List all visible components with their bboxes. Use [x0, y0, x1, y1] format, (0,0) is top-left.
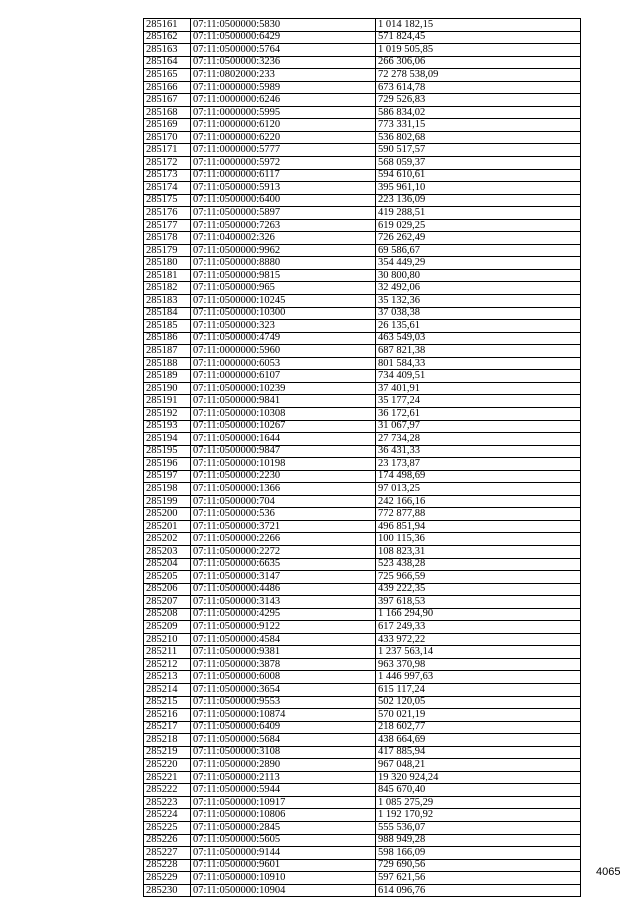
- table-row: [144, 169, 581, 182]
- row-number-cell: 285179: [144, 244, 191, 257]
- row-number-cell: 285181: [144, 269, 191, 282]
- cadastral-value-cell: 1 237 563,14: [376, 646, 581, 659]
- table-row: [144, 621, 581, 634]
- table-row: [144, 671, 581, 684]
- row-number-cell: 285166: [144, 81, 191, 94]
- row-number-cell: 285209: [144, 621, 191, 634]
- cadastral-number-cell: 07:11:0500000:4295: [191, 608, 376, 621]
- row-number-cell: 285164: [144, 56, 191, 69]
- cadastral-value-cell: 26 135,61: [376, 320, 581, 333]
- row-number-cell: 285202: [144, 533, 191, 546]
- row-number-cell: 285170: [144, 131, 191, 144]
- table-row: [144, 395, 581, 408]
- cadastral-number-cell: 07:11:0500000:3147: [191, 571, 376, 584]
- table-row: [144, 119, 581, 132]
- cadastral-value-cell: 536 802,68: [376, 131, 581, 144]
- cadastral-value-cell: 36 172,61: [376, 407, 581, 420]
- table-row: [144, 56, 581, 69]
- table-row: [144, 131, 581, 144]
- row-number-cell: 285176: [144, 207, 191, 220]
- row-number-cell: 285177: [144, 219, 191, 232]
- table-row: [144, 370, 581, 383]
- table-row: [144, 420, 581, 433]
- cadastral-number-cell: 07:11:0500000:10267: [191, 420, 376, 433]
- cadastral-value-cell: 845 670,40: [376, 784, 581, 797]
- table-row: [144, 232, 581, 245]
- cadastral-number-cell: 07:11:0500000:3143: [191, 596, 376, 609]
- table-row: [144, 407, 581, 420]
- row-number-cell: 285188: [144, 357, 191, 370]
- table-row: [144, 822, 581, 835]
- cadastral-value-cell: 988 949,28: [376, 834, 581, 847]
- table-row: [144, 207, 581, 220]
- cadastral-number-cell: 07:11:0500000:5830: [191, 19, 376, 32]
- cadastral-value-cell: 438 664,69: [376, 734, 581, 747]
- cadastral-value-cell: 1 014 182,15: [376, 19, 581, 32]
- cadastral-value-cell: 614 096,76: [376, 884, 581, 897]
- row-number-cell: 285175: [144, 194, 191, 207]
- table-row: [144, 571, 581, 584]
- cadastral-number-cell: 07:11:0500000:8880: [191, 257, 376, 270]
- cadastral-number-cell: 07:11:0400002:326: [191, 232, 376, 245]
- row-number-cell: 285213: [144, 671, 191, 684]
- cadastral-number-cell: 07:11:0000000:6246: [191, 94, 376, 107]
- cadastral-number-cell: 07:11:0500000:6008: [191, 671, 376, 684]
- cadastral-number-cell: 07:11:0500000:10245: [191, 295, 376, 308]
- table-row: [144, 558, 581, 571]
- row-number-cell: 285161: [144, 19, 191, 32]
- table-row: [144, 357, 581, 370]
- table-row: [144, 771, 581, 784]
- table-row: [144, 696, 581, 709]
- cadastral-value-cell: 419 288,51: [376, 207, 581, 220]
- row-number-cell: 285172: [144, 157, 191, 170]
- table-row: [144, 144, 581, 157]
- table-row: [144, 157, 581, 170]
- cadastral-value-cell: 108 823,31: [376, 545, 581, 558]
- cadastral-number-cell: 07:11:0500000:3108: [191, 746, 376, 759]
- cadastral-number-cell: 07:11:0500000:10917: [191, 796, 376, 809]
- row-number-cell: 285230: [144, 884, 191, 897]
- table-row: [144, 646, 581, 659]
- row-number-cell: 285192: [144, 407, 191, 420]
- table-row: [144, 31, 581, 44]
- table-row: [144, 759, 581, 772]
- cadastral-value-cell: 174 498,69: [376, 470, 581, 483]
- cadastral-value-cell: 673 614,78: [376, 81, 581, 94]
- cadastral-value-cell: 439 222,35: [376, 583, 581, 596]
- cadastral-value-cell: 1 019 505,85: [376, 44, 581, 57]
- table-row: [144, 69, 581, 82]
- table-row: [144, 81, 581, 94]
- cadastral-number-cell: 07:11:0000000:5960: [191, 345, 376, 358]
- cadastral-value-cell: 31 067,97: [376, 420, 581, 433]
- page-number: 4065: [596, 866, 621, 878]
- row-number-cell: 285182: [144, 282, 191, 295]
- table-row: [144, 194, 581, 207]
- table-row: [144, 219, 581, 232]
- row-number-cell: 285212: [144, 658, 191, 671]
- row-number-cell: 285227: [144, 847, 191, 860]
- row-number-cell: 285205: [144, 571, 191, 584]
- cadastral-number-cell: 07:11:0500000:323: [191, 320, 376, 333]
- cadastral-number-cell: 07:11:0500000:6635: [191, 558, 376, 571]
- table-row: [144, 583, 581, 596]
- table-row: [144, 796, 581, 809]
- cadastral-value-cell: 773 331,15: [376, 119, 581, 132]
- row-number-cell: 285196: [144, 458, 191, 471]
- cadastral-value-cell: 523 438,28: [376, 558, 581, 571]
- row-number-cell: 285190: [144, 382, 191, 395]
- row-number-cell: 285228: [144, 859, 191, 872]
- table-row: [144, 382, 581, 395]
- cadastral-value-cell: 619 029,25: [376, 219, 581, 232]
- table-row: [144, 269, 581, 282]
- table-row: [144, 106, 581, 119]
- table-body: [144, 19, 581, 897]
- row-number-cell: 285162: [144, 31, 191, 44]
- table-row: [144, 458, 581, 471]
- cadastral-number-cell: 07:11:0500000:5684: [191, 734, 376, 747]
- cadastral-number-cell: 07:11:0000000:5972: [191, 157, 376, 170]
- row-number-cell: 285173: [144, 169, 191, 182]
- cadastral-value-cell: 1 085 275,29: [376, 796, 581, 809]
- row-number-cell: 285167: [144, 94, 191, 107]
- table-row: [144, 884, 581, 897]
- cadastral-value-cell: 27 734,28: [376, 433, 581, 446]
- table-row: [144, 721, 581, 734]
- cadastral-number-cell: 07:11:0500000:2266: [191, 533, 376, 546]
- cadastral-number-cell: 07:11:0500000:10806: [191, 809, 376, 822]
- cadastral-number-cell: 07:11:0500000:7263: [191, 219, 376, 232]
- cadastral-value-cell: 218 602,77: [376, 721, 581, 734]
- cadastral-value-cell: 266 306,06: [376, 56, 581, 69]
- cadastral-number-cell: 07:11:0500000:9815: [191, 269, 376, 282]
- row-number-cell: 285183: [144, 295, 191, 308]
- cadastral-value-cell: 967 048,21: [376, 759, 581, 772]
- cadastral-number-cell: 07:11:0500000:9381: [191, 646, 376, 659]
- cadastral-value-cell: 725 966,59: [376, 571, 581, 584]
- cadastral-number-cell: 07:11:0000000:6220: [191, 131, 376, 144]
- cadastral-number-cell: 07:11:0802000:233: [191, 69, 376, 82]
- cadastral-number-cell: 07:11:0500000:6409: [191, 721, 376, 734]
- cadastral-number-cell: 07:11:0500000:5764: [191, 44, 376, 57]
- table-row: [144, 345, 581, 358]
- cadastral-value-cell: 69 586,67: [376, 244, 581, 257]
- cadastral-value-cell: 354 449,29: [376, 257, 581, 270]
- row-number-cell: 285218: [144, 734, 191, 747]
- cadastral-value-cell: 19 320 924,24: [376, 771, 581, 784]
- cadastral-value-cell: 1 192 170,92: [376, 809, 581, 822]
- cadastral-value-cell: 568 059,37: [376, 157, 581, 170]
- row-number-cell: 285217: [144, 721, 191, 734]
- cadastral-value-cell: 417 885,94: [376, 746, 581, 759]
- cadastral-number-cell: 07:11:0500000:536: [191, 508, 376, 521]
- row-number-cell: 285186: [144, 332, 191, 345]
- row-number-cell: 285200: [144, 508, 191, 521]
- cadastral-number-cell: 07:11:0500000:4749: [191, 332, 376, 345]
- row-number-cell: 285210: [144, 633, 191, 646]
- cadastral-value-cell: 729 690,56: [376, 859, 581, 872]
- cadastral-value-cell: 30 800,80: [376, 269, 581, 282]
- cadastral-value-cell: 100 115,36: [376, 533, 581, 546]
- cadastral-number-cell: 07:11:0500000:1366: [191, 483, 376, 496]
- cadastral-number-cell: 07:11:0500000:5897: [191, 207, 376, 220]
- cadastral-number-cell: 07:11:0500000:2230: [191, 470, 376, 483]
- row-number-cell: 285163: [144, 44, 191, 57]
- row-number-cell: 285214: [144, 683, 191, 696]
- table-row: [144, 508, 581, 521]
- cadastral-number-cell: 07:11:0500000:10239: [191, 382, 376, 395]
- cadastral-value-cell: 687 821,38: [376, 345, 581, 358]
- cadastral-number-cell: 07:11:0500000:3236: [191, 56, 376, 69]
- table-row: [144, 445, 581, 458]
- cadastral-number-cell: 07:11:0500000:10910: [191, 872, 376, 885]
- row-number-cell: 285220: [144, 759, 191, 772]
- cadastral-value-cell: 594 610,61: [376, 169, 581, 182]
- cadastral-number-cell: 07:11:0500000:704: [191, 495, 376, 508]
- cadastral-number-cell: 07:11:0500000:9841: [191, 395, 376, 408]
- cadastral-number-cell: 07:11:0500000:9122: [191, 621, 376, 634]
- table-row: [144, 182, 581, 195]
- row-number-cell: 285222: [144, 784, 191, 797]
- cadastral-number-cell: 07:11:0500000:2890: [191, 759, 376, 772]
- cadastral-value-cell: 734 409,51: [376, 370, 581, 383]
- cadastral-number-cell: 07:11:0000000:6117: [191, 169, 376, 182]
- table-row: [144, 683, 581, 696]
- cadastral-value-cell: 729 526,83: [376, 94, 581, 107]
- table-row: [144, 734, 581, 747]
- row-number-cell: 285189: [144, 370, 191, 383]
- row-number-cell: 285168: [144, 106, 191, 119]
- table-row: [144, 809, 581, 822]
- row-number-cell: 285185: [144, 320, 191, 333]
- cadastral-value-cell: 1 166 294,90: [376, 608, 581, 621]
- table-row: [144, 709, 581, 722]
- cadastral-number-cell: 07:11:0500000:3721: [191, 520, 376, 533]
- cadastral-number-cell: 07:11:0500000:965: [191, 282, 376, 295]
- cadastral-number-cell: 07:11:0500000:3654: [191, 683, 376, 696]
- cadastral-number-cell: 07:11:0500000:2845: [191, 822, 376, 835]
- cadastral-value-cell: 97 013,25: [376, 483, 581, 496]
- cadastral-value-cell: 570 021,19: [376, 709, 581, 722]
- cadastral-number-cell: 07:11:0500000:9962: [191, 244, 376, 257]
- row-number-cell: 285199: [144, 495, 191, 508]
- cadastral-number-cell: 07:11:0500000:10198: [191, 458, 376, 471]
- row-number-cell: 285195: [144, 445, 191, 458]
- table-row: [144, 332, 581, 345]
- cadastral-number-cell: 07:11:0000000:6053: [191, 357, 376, 370]
- cadastral-value-cell: 1 446 997,63: [376, 671, 581, 684]
- row-number-cell: 285171: [144, 144, 191, 157]
- table-row: [144, 596, 581, 609]
- cadastral-number-cell: 07:11:0500000:5605: [191, 834, 376, 847]
- cadastral-value-cell: 801 584,33: [376, 357, 581, 370]
- table-row: [144, 533, 581, 546]
- row-number-cell: 285187: [144, 345, 191, 358]
- cadastral-value-cell: 395 961,10: [376, 182, 581, 195]
- table-row: [144, 784, 581, 797]
- row-number-cell: 285226: [144, 834, 191, 847]
- cadastral-number-cell: 07:11:0500000:6400: [191, 194, 376, 207]
- cadastral-value-cell: 397 618,53: [376, 596, 581, 609]
- row-number-cell: 285184: [144, 307, 191, 320]
- cadastral-number-cell: 07:11:0500000:9601: [191, 859, 376, 872]
- table-row: [144, 658, 581, 671]
- table-row: [144, 872, 581, 885]
- table-row: [144, 295, 581, 308]
- cadastral-number-cell: 07:11:0000000:6107: [191, 370, 376, 383]
- cadastral-number-cell: 07:11:0500000:5913: [191, 182, 376, 195]
- cadastral-number-cell: 07:11:0500000:2113: [191, 771, 376, 784]
- cadastral-number-cell: 07:11:0000000:5777: [191, 144, 376, 157]
- row-number-cell: 285169: [144, 119, 191, 132]
- cadastral-number-cell: 07:11:0500000:6429: [191, 31, 376, 44]
- row-number-cell: 285203: [144, 545, 191, 558]
- cadastral-value-cell: 37 401,91: [376, 382, 581, 395]
- row-number-cell: 285201: [144, 520, 191, 533]
- cadastral-value-cell: 23 173,87: [376, 458, 581, 471]
- table-row: [144, 433, 581, 446]
- table-row: [144, 44, 581, 57]
- cadastral-number-cell: 07:11:0000000:5995: [191, 106, 376, 119]
- cadastral-value-cell: 223 136,09: [376, 194, 581, 207]
- row-number-cell: 285219: [144, 746, 191, 759]
- cadastral-value-cell: 586 834,02: [376, 106, 581, 119]
- cadastral-value-cell: 72 278 538,09: [376, 69, 581, 82]
- cadastral-number-cell: 07:11:0500000:4584: [191, 633, 376, 646]
- cadastral-value-cell: 36 431,33: [376, 445, 581, 458]
- row-number-cell: 285229: [144, 872, 191, 885]
- row-number-cell: 285211: [144, 646, 191, 659]
- cadastral-number-cell: 07:11:0500000:9847: [191, 445, 376, 458]
- table-row: [144, 470, 581, 483]
- cadastral-value-cell: 597 621,56: [376, 872, 581, 885]
- table-row: [144, 257, 581, 270]
- table-row: [144, 244, 581, 257]
- cadastral-value-cell: 242 166,16: [376, 495, 581, 508]
- cadastral-value-cell: 433 972,22: [376, 633, 581, 646]
- row-number-cell: 285193: [144, 420, 191, 433]
- cadastral-value-cell: 590 517,57: [376, 144, 581, 157]
- row-number-cell: 285207: [144, 596, 191, 609]
- cadastral-value-cell: 463 549,03: [376, 332, 581, 345]
- cadastral-number-cell: 07:11:0500000:10904: [191, 884, 376, 897]
- cadastral-value-cell: 617 249,33: [376, 621, 581, 634]
- table-row: [144, 847, 581, 860]
- cadastral-value-cell: 963 370,98: [376, 658, 581, 671]
- row-number-cell: 285174: [144, 182, 191, 195]
- row-number-cell: 285191: [144, 395, 191, 408]
- cadastral-value-cell: 496 851,94: [376, 520, 581, 533]
- row-number-cell: 285208: [144, 608, 191, 621]
- cadastral-number-cell: 07:11:0500000:4486: [191, 583, 376, 596]
- row-number-cell: 285165: [144, 69, 191, 82]
- table-row: [144, 94, 581, 107]
- table-row: [144, 307, 581, 320]
- row-number-cell: 285224: [144, 809, 191, 822]
- table-row: [144, 746, 581, 759]
- cadastral-value-cell: 726 262,49: [376, 232, 581, 245]
- row-number-cell: 285221: [144, 771, 191, 784]
- cadastral-number-cell: 07:11:0500000:5944: [191, 784, 376, 797]
- cadastral-number-cell: 07:11:0500000:3878: [191, 658, 376, 671]
- row-number-cell: 285204: [144, 558, 191, 571]
- row-number-cell: 285215: [144, 696, 191, 709]
- table-row: [144, 859, 581, 872]
- cadastral-number-cell: 07:11:0000000:6120: [191, 119, 376, 132]
- row-number-cell: 285206: [144, 583, 191, 596]
- cadastral-value-cell: 37 038,38: [376, 307, 581, 320]
- table-row: [144, 483, 581, 496]
- row-number-cell: 285198: [144, 483, 191, 496]
- cadastral-value-cell: 35 132,36: [376, 295, 581, 308]
- row-number-cell: 285180: [144, 257, 191, 270]
- cadastral-value-cell: 772 877,88: [376, 508, 581, 521]
- table-row: [144, 19, 581, 32]
- table-row: [144, 520, 581, 533]
- row-number-cell: 285223: [144, 796, 191, 809]
- row-number-cell: 285197: [144, 470, 191, 483]
- table-row: [144, 320, 581, 333]
- cadastral-value-cell: 615 117,24: [376, 683, 581, 696]
- cadastral-number-cell: 07:11:0000000:5989: [191, 81, 376, 94]
- row-number-cell: 285225: [144, 822, 191, 835]
- table-row: [144, 608, 581, 621]
- row-number-cell: 285178: [144, 232, 191, 245]
- cadastral-number-cell: 07:11:0500000:10300: [191, 307, 376, 320]
- cadastral-number-cell: 07:11:0500000:1644: [191, 433, 376, 446]
- cadastral-value-cell: 555 536,07: [376, 822, 581, 835]
- cadastral-value-cell: 502 120,05: [376, 696, 581, 709]
- cadastral-value-cell: 598 166,09: [376, 847, 581, 860]
- cadastral-number-cell: 07:11:0500000:10308: [191, 407, 376, 420]
- cadastral-number-cell: 07:11:0500000:9144: [191, 847, 376, 860]
- row-number-cell: 285194: [144, 433, 191, 446]
- table-row: [144, 633, 581, 646]
- table-row: [144, 545, 581, 558]
- cadastral-value-table: [143, 18, 581, 897]
- cadastral-number-cell: 07:11:0500000:10874: [191, 709, 376, 722]
- table-row: [144, 282, 581, 295]
- row-number-cell: 285216: [144, 709, 191, 722]
- cadastral-number-cell: 07:11:0500000:9553: [191, 696, 376, 709]
- cadastral-value-cell: 35 177,24: [376, 395, 581, 408]
- table-row: [144, 834, 581, 847]
- table-row: [144, 495, 581, 508]
- cadastral-value-cell: 571 824,45: [376, 31, 581, 44]
- cadastral-number-cell: 07:11:0500000:2272: [191, 545, 376, 558]
- cadastral-value-cell: 32 492,06: [376, 282, 581, 295]
